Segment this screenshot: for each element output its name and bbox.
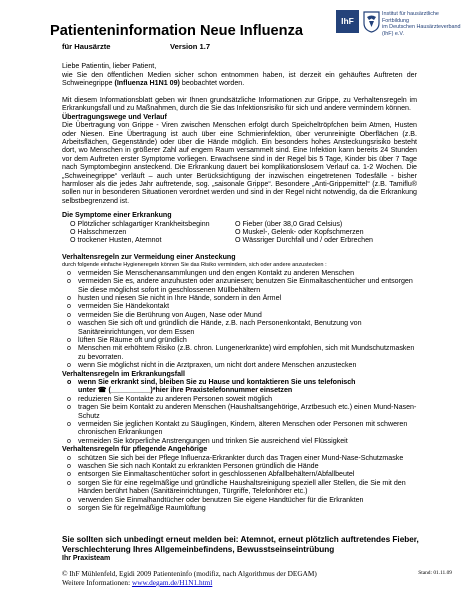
version-label: Version 1.7 <box>170 42 211 51</box>
symptom-item: O Wässriger Durchfall und / oder Erbrechen <box>235 236 373 245</box>
list-item: o vermeiden Sie es, andere anzuhusten oder anzuniesen; benutzen Sie Einmaltaschentücher und entsorgen Sie diese möglichst sofort in geschlossenen Müllbehältern <box>62 277 417 294</box>
list-item: o wenn Sie möglichst nicht in die Arztpraxen, um nicht dort andere Menschen anzustecken <box>62 361 417 369</box>
institute-name <box>382 11 464 37</box>
illness-heading: Verhaltensregeln im Erkrankungsfall <box>62 369 186 378</box>
caregivers-list <box>62 454 417 513</box>
prevention-heading: Verhaltensregeln zur Vermeidung einer Ansteckung <box>62 253 236 262</box>
transmission-text: Die Übertragung von Grippe - Viren zwischen Menschen erfolgt durch Speicheltröpfchen beim Atmen, Husten oder Niesen. Eine Übertragung ist auch über eine Schmierinfektion, über verunreinigte Oberflächen (z.B. Arbeitsflächen, Gegenstände) oder über die Hände möglich. Ein besonders hohes Ansteckungsrisiko besteht dort, wo Menschen in größerer Zahl auf engem Raum versammelt sind. Eine Infektion kann bereits 24 Stunden vor dem Auftreten erster Symptome vorliegen. Erwachsene sind in der Regel bis 5 Tage, Kinder bis über 7 Tage nach Symptombeginn ansteckend. Die Erkrankung dauert bei komplikationslosem Verlauf ca. 1-2 Wochen. Die „Schweinegrippe“ verläuft – auch unter Berücksichtigung der inzwischen eingetretenen Todesfälle - bisher harmloser als die jedes Jahr auftretende, sog. „saisonale Grippe“. Besondere „Anti-Grippemittel“ (z.B. Tamiflu® sollen nur in besonderen Situationen verordnet werden und sind in der Regel nicht notwendig, da die Erkrankung selbstbegrenzend ist. <box>62 121 417 205</box>
audience-label: für Hausärzte <box>62 42 111 51</box>
page-subtitle <box>62 42 211 51</box>
symptom-item: O trockener Husten, Atemnot <box>70 236 162 245</box>
stay-home-text: o wenn Sie erkrankt sind, bleiben Sie zu Hause und kontaktieren Sie uns telefonisch <box>78 377 356 386</box>
copyright: © IhF Mühlenfeld, Egidi 2009 Patienteninfo (modifiz, nach Algorithmus der DEGAM) <box>62 569 317 578</box>
intro-strain: (Influenza H1N1 09) <box>114 79 180 88</box>
eagle-seal-icon <box>362 10 381 33</box>
list-item: o tragen Sie beim Kontakt zu anderen Menschen (Haushaltsangehörige, Arztbesuch etc.) einen Mund-Nasen-Schutz <box>62 403 417 420</box>
symptom-item: O Muskel-, Gelenk- oder Kopfschmerzen <box>235 228 364 237</box>
list-item: o vermeiden Sie Menschenansammlungen und den engen Kontakt zu anderen Menschen <box>62 269 417 277</box>
illness-list <box>62 378 417 445</box>
list-item: o lüften Sie Räume oft und gründlich <box>62 336 417 344</box>
institute-line-1: Institut für hausärztliche Fortbildung <box>382 11 439 24</box>
institute-line-2: im Deutschen Hausärzteverband (IhF) e.V. <box>382 24 461 37</box>
list-item: o vermeiden Sie körperliche Anstrengungen und trinken Sie ausreichend viel Flüssigkeit <box>62 437 417 445</box>
list-item: o waschen Sie sich oft und gründlich die Hände, z.B. nach Personenkontakt, Benutzung von Sanitäreinrichtungen, vor dem Essen <box>62 319 417 336</box>
caregivers-heading: Verhaltensregeln für pflegende Angehörige <box>62 445 208 454</box>
list-item: o sorgen Sie für regelmäßige Raumlüftung <box>62 504 417 512</box>
logo-abbr: IhF <box>336 10 359 33</box>
symptom-item: O Halsschmerzen <box>70 228 127 237</box>
more-info <box>62 578 452 587</box>
list-item: o verwenden Sie Einmalhandtücher oder benutzen Sie eigene Handtücher für die Erkrankten <box>62 496 417 504</box>
more-info-label: Weitere Informationen: <box>62 578 131 587</box>
list-item: o reduzieren Sie Kontakte zu anderen Personen soweit möglich <box>62 395 417 403</box>
info-paragraph: Mit diesem Informationsblatt geben wir Ihnen grundsätzliche Informationen zur Grippe, zu Verhaltensregeln im Erkrankungsfall und zu Maßnahmen, durch die Sie das Infektionsrisiko für sich und andere vermindern können. <box>62 96 417 113</box>
intro-text-end: beobachtet worden. <box>181 79 245 88</box>
list-item: o Menschen mit erhöhtem Risiko (z.B. chron. Lungenerkrankte) wird empfohlen, sich mit Mundschutzmasken zu bevorraten. <box>62 344 417 361</box>
list-item: o waschen Sie sich nach Kontakt zu erkrankten Personen gründlich die Hände <box>62 462 417 470</box>
prevention-list <box>62 269 417 370</box>
prevention-subheading: durch folgende einfache Hygieneregeln können Sie das Risiko vermindern, sich oder andere anzustecken : <box>62 261 327 268</box>
list-item: o entsorgen Sie Einmaltaschentücher sofort in geschlossenen Abfallbehältern/Abfallbeutel <box>62 470 417 478</box>
list-item <box>62 378 417 395</box>
phone-placeholder: unter ☎ (__________)*hier ihre Praxistelefonnummer einsetzen <box>78 386 293 395</box>
institute-logo <box>336 10 460 46</box>
intro-paragraph <box>62 71 417 88</box>
stand-date: Stand: 01.11.09 <box>418 570 452 576</box>
degam-link[interactable]: www.degam.de/H1N1.html <box>131 578 213 587</box>
list-item: o schützen Sie sich bei der Pflege Influenza-Erkrankter durch das Tragen einer Mund-Nase-Schutzmaske <box>62 454 417 462</box>
list-item: o vermeiden Sie die Berührung von Augen, Nase oder Mund <box>62 311 417 319</box>
list-item: o husten und niesen Sie nicht in Ihre Hände, sondern in den Ärmel <box>62 294 417 302</box>
signature: Ihr Praxisteam <box>62 555 111 563</box>
greeting: Liebe Patientin, lieber Patient, <box>62 62 157 71</box>
transmission-heading: Übertragungswege und Verlauf <box>62 112 167 121</box>
page-title: Patienteninformation Neue Influenza <box>50 23 303 39</box>
footer <box>62 569 452 587</box>
symptom-item: O Plötzlicher schlagartiger Krankheitsbeginn <box>70 219 210 228</box>
list-item: o vermeiden Sie jeglichen Kontakt zu Säuglingen, Kindern, älteren Menschen oder Personen mit schweren chronischen Erkrankungen <box>62 420 417 437</box>
list-item: o sorgen Sie für eine regelmäßige und gründliche Haushaltsreinigung speziell aller Stellen, die Sie mit den Händen berührt haben (Sanitäreinrichtungen, Türgriffe, Telefonhörer etc.) <box>62 479 417 496</box>
symptoms-list <box>62 220 417 254</box>
symptoms-heading: Die Symptome einer Erkrankung <box>62 211 172 220</box>
intro-text: wie Sie den öffentlichen Medien sicher schon entnommen haben, ist derzeit ein gehäuftes Auftreten der Schweinegrippe <box>62 70 417 88</box>
document-body <box>62 54 417 512</box>
list-item: o vermeiden Sie Händekontakt <box>62 302 417 310</box>
symptom-item: O Fieber (über 38,0 Grad Celsius) <box>235 219 343 228</box>
warning-text: Sie sollten sich unbedingt erneut melden bei: Atemnot, erneut plötzlich auftretendes Fieber, Verschlechterung Ihres Allgemeinbefindens, Bewusstseinseintrübung <box>62 535 419 554</box>
closing-section <box>62 535 422 564</box>
